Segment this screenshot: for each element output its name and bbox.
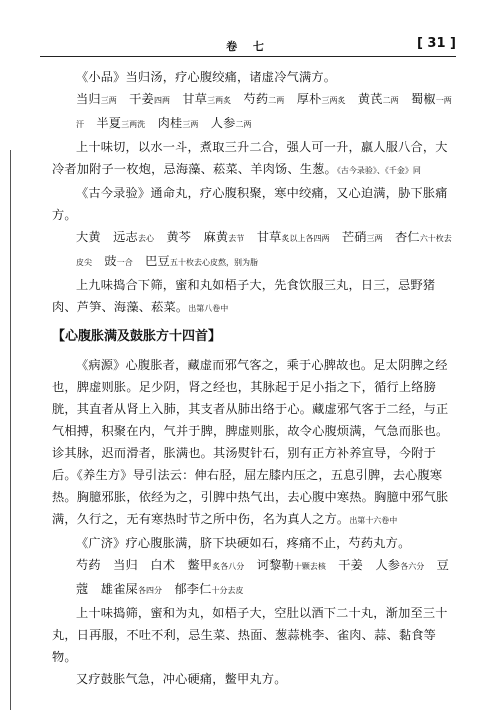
herb-name: 蜀椒 bbox=[411, 92, 436, 106]
herb-dose: 三两 bbox=[182, 120, 199, 129]
herb-name: 远志 bbox=[113, 230, 138, 244]
prescription-intro-1: 《小品》当归汤，疗心腹绞痛，诸虚冷气满方。 bbox=[76, 70, 337, 84]
herb-name: 郁李仁 bbox=[174, 582, 212, 596]
herb-dose: 十分去皮 bbox=[211, 586, 244, 595]
herb-dose: 三两 bbox=[100, 96, 117, 105]
herb-list-1 bbox=[52, 88, 456, 136]
herb-dose: 二两 bbox=[235, 120, 252, 129]
herb-name: 白术 bbox=[150, 558, 176, 572]
page-body bbox=[52, 66, 456, 690]
herb-name: 干姜 bbox=[129, 92, 154, 106]
herb-dose: 炙以上各四两 bbox=[281, 234, 330, 243]
herb-dose: 一两汗 bbox=[76, 96, 452, 129]
herb-name: 诃黎勒 bbox=[256, 558, 294, 572]
herb-name: 半夏 bbox=[96, 116, 122, 130]
herb-name: 豉 bbox=[104, 254, 117, 268]
herb-dose: 四两 bbox=[153, 96, 170, 105]
herb-dose: 三两炙 bbox=[321, 96, 346, 105]
herb-dose: 二两 bbox=[268, 96, 285, 105]
preparation-text-1: 上十味切，以水一斗，煮取三升二合，强人可一升，羸人服八合，大冷者加附子一枚炮，忌海藻、菘菜、羊肉饧、生葱。《古今录验》、《千金》同 bbox=[52, 140, 448, 176]
herb-name: 人参 bbox=[210, 116, 236, 130]
prescription-intro-2: 《古今录验》通命丸，疗心腹积聚，寒中绞痛，又心迫满，胁下胀痛方。 bbox=[52, 186, 448, 222]
source-note: 出第十六卷中 bbox=[349, 516, 398, 525]
herb-dose: 去节 bbox=[228, 234, 245, 243]
herb-name: 厚朴 bbox=[296, 92, 322, 106]
herb-list-3 bbox=[52, 554, 456, 602]
herb-name: 芍药 bbox=[76, 558, 101, 572]
herb-dose: 三两 bbox=[366, 234, 383, 243]
herb-name: 黄芪 bbox=[357, 92, 383, 106]
herb-dose: 三两炙 bbox=[207, 96, 232, 105]
herb-dose: 五十枚去心皮熬，别为脂 bbox=[169, 258, 258, 267]
herb-list-2 bbox=[52, 226, 456, 274]
herb-name: 巴豆 bbox=[145, 254, 170, 268]
herb-dose: 六十枚去皮尖 bbox=[76, 234, 452, 267]
bingyuan-passage: 《病源》心腹胀者，藏虚而邪气客之，乘于心脾故也。足太阴脾之经也，脾虚则胀。足少阴，肾之经也，其脉起于足小指之下，循行上络膀胱，其直者从肾上入肺，其支者从肺出络于心。藏虚邪气客于二经，与正气相搏，积聚在内，气并于脾，脾虚则胀，故令心腹烦满，气急而胀也。诊其脉，迟而滑者，胀满也。其汤熨针石，别有正方补养宣导，今附于后。《养生方》导引法云：伸右胫，屈左膝内压之，五息引脾，去心腹寒热。胸臆邪胀，依经为之，引脾中热气出，去心腹中寒热。胸臆中邪气胀满，久行之，无有寒热时节之所中伤，名为真人之方。出第十六卷中 bbox=[52, 358, 449, 526]
preparation-text-2: 上九味捣合下筛，蜜和丸如梧子大，先食饮服三丸，日三，忌野猪肉、芦笋、海藻、菘菜。出第八卷中 bbox=[52, 278, 436, 314]
herb-name: 黄芩 bbox=[166, 230, 192, 244]
herb-name: 芍药 bbox=[243, 92, 269, 106]
herb-dose: 去心 bbox=[137, 234, 154, 243]
herb-name: 芒硝 bbox=[341, 230, 367, 244]
source-note: 《古今录验》、《千金》同 bbox=[336, 166, 421, 175]
herb-dose: 各四分 bbox=[137, 586, 162, 595]
volume-title: 卷 七 bbox=[226, 40, 270, 53]
herb-name: 鳖甲 bbox=[187, 558, 213, 572]
preparation-text-3: 上十味捣筛，蜜和为丸，如梧子大，空肚以酒下二十丸，渐加至三十丸，日再服，不吐不利，忌生菜、热面、葱蒜桃李、雀肉、蒜、黏食等物。 bbox=[52, 606, 448, 664]
herb-name: 肉桂 bbox=[157, 116, 183, 130]
binding-edge-line bbox=[10, 150, 11, 710]
herb-name: 杏仁 bbox=[395, 230, 420, 244]
herb-name: 干姜 bbox=[338, 558, 364, 572]
page-header bbox=[40, 34, 456, 57]
herb-dose: 二两 bbox=[382, 96, 399, 105]
herb-name: 当归 bbox=[113, 558, 138, 572]
herb-name: 甘草 bbox=[256, 230, 282, 244]
herb-name: 雄雀屎 bbox=[100, 582, 138, 596]
herb-name: 麻黄 bbox=[203, 230, 229, 244]
herb-dose: 十颗去核 bbox=[293, 562, 326, 571]
prescription-intro-3: 《广济》疗心腹胀满，脐下块硬如石，疼痛不止，芍药丸方。 bbox=[76, 536, 411, 550]
herb-dose: 各六分 bbox=[400, 562, 425, 571]
herb-name: 豆蔻 bbox=[76, 558, 449, 596]
herb-name: 甘草 bbox=[182, 92, 208, 106]
herb-dose: 炙各八分 bbox=[212, 562, 245, 571]
source-note: 出第八卷中 bbox=[188, 304, 229, 313]
section-heading: 【心腹胀满及鼓胀方十四首】 bbox=[52, 329, 222, 344]
herb-name: 大黄 bbox=[76, 230, 101, 244]
page-number: [ 31 ] bbox=[416, 36, 456, 51]
prescription-intro-4: 又疗鼓胀气急，冲心硬痛，鳖甲丸方。 bbox=[76, 672, 287, 686]
herb-dose: 三两洗 bbox=[121, 120, 146, 129]
herb-dose: 一合 bbox=[116, 258, 133, 267]
herb-name: 当归 bbox=[76, 92, 101, 106]
herb-name: 人参 bbox=[375, 558, 401, 572]
